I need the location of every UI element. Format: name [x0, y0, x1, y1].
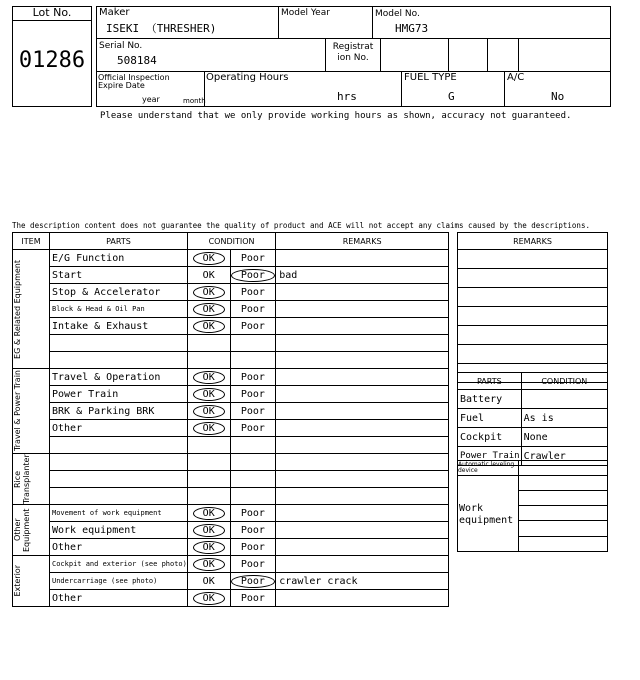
part-name: [50, 352, 188, 369]
table-row: [13, 471, 449, 488]
side-part-name: Battery: [458, 390, 522, 409]
side-part-value: As is: [521, 409, 607, 428]
condition-ok: [187, 267, 230, 284]
condition-poor-option: Poor: [240, 558, 265, 570]
condition-ok-selected: OK: [193, 252, 225, 265]
condition-poor-option: Poor: [240, 592, 265, 604]
condition-poor: [230, 267, 276, 284]
hours-unit: hrs: [337, 90, 357, 103]
condition-poor-selected: Poor: [231, 575, 275, 588]
table-row: [13, 437, 449, 454]
side-part-value: None: [521, 428, 607, 447]
remark-cell: [276, 454, 449, 471]
table-row: [13, 488, 449, 505]
part-name: Undercarriage (see photo): [50, 573, 188, 590]
lot-number: 01286: [18, 48, 86, 73]
col-item: ITEM: [13, 233, 50, 250]
condition-poor: [230, 556, 276, 573]
table-row: [13, 284, 449, 301]
side-part-value: Crawler: [521, 447, 607, 466]
remark-cell: [276, 590, 449, 607]
condition-ok: [187, 352, 230, 369]
condition-ok-selected: OK: [193, 405, 225, 418]
maker-label: Maker: [99, 7, 130, 18]
condition-ok: [187, 420, 230, 437]
inspection-label-1: Official Inspection: [98, 73, 170, 82]
section-label: [13, 250, 50, 369]
table-row: [13, 522, 449, 539]
side-remarks-header: REMARKS: [458, 233, 608, 250]
ac-label: A/C: [507, 72, 525, 83]
table-row: [13, 335, 449, 352]
condition-ok: [187, 522, 230, 539]
col-remarks: REMARKS: [276, 233, 449, 250]
part-name: [50, 471, 188, 488]
remark-cell: [276, 556, 449, 573]
table-row: [13, 369, 449, 386]
side-remarks-table: [457, 232, 608, 383]
remark-cell: [276, 403, 449, 420]
condition-ok-selected: OK: [193, 507, 225, 520]
table-row: [13, 454, 449, 471]
col-condition: CONDITION: [187, 233, 275, 250]
condition-poor-option: Poor: [240, 422, 265, 434]
condition-poor: [230, 284, 276, 301]
condition-ok: [187, 556, 230, 573]
section-name: Travel & Power Train: [13, 370, 22, 452]
lot-label: Lot No.: [12, 6, 92, 21]
remark-cell: [276, 522, 449, 539]
side-remarks-row: [458, 288, 608, 307]
condition-poor: [230, 386, 276, 403]
serial-value: 508184: [117, 54, 157, 67]
table-row: [13, 573, 449, 590]
condition-ok-selected: OK: [193, 320, 225, 333]
remark-cell: [276, 284, 449, 301]
ac-value: No: [551, 90, 565, 103]
part-name: E/G Function: [50, 250, 188, 267]
table-row: [13, 318, 449, 335]
condition-ok-selected: OK: [193, 541, 225, 554]
condition-poor: [230, 250, 276, 267]
condition-poor: [230, 318, 276, 335]
part-name: Block & Head & Oil Pan: [50, 301, 188, 318]
fuel-label: FUEL TYPE: [404, 72, 457, 83]
table-row: [13, 267, 449, 284]
condition-ok: [187, 284, 230, 301]
leveling-label: Automatic leveling device: [458, 461, 515, 474]
condition-ok: [187, 471, 230, 488]
condition-poor-option: Poor: [240, 524, 265, 536]
side-parts-table: [457, 372, 608, 466]
section-name: Other Equipment: [13, 508, 31, 552]
table-row: [13, 420, 449, 437]
condition-poor: [230, 573, 276, 590]
part-name: Travel & Operation: [50, 369, 188, 386]
table-row: [13, 539, 449, 556]
part-name: [50, 454, 188, 471]
table-row: [13, 250, 449, 267]
condition-ok: [187, 386, 230, 403]
serial-label: Serial No.: [99, 41, 143, 51]
condition-poor: [230, 352, 276, 369]
part-name: Intake & Exhaust: [50, 318, 188, 335]
remark-cell: [276, 420, 449, 437]
condition-poor-option: Poor: [240, 252, 265, 264]
side-remarks-row: [458, 269, 608, 288]
remark-cell: [276, 318, 449, 335]
condition-poor-selected: Poor: [231, 269, 275, 282]
side-remarks-row: [458, 326, 608, 345]
condition-poor-option: Poor: [240, 320, 265, 332]
part-name: Other: [50, 420, 188, 437]
maker-value: ISEKI （THRESHER): [106, 22, 217, 35]
side-part-value: [521, 390, 607, 409]
table-row: [13, 590, 449, 607]
table-row: [13, 403, 449, 420]
condition-ok-option: OK: [202, 575, 215, 587]
condition-ok: [187, 437, 230, 454]
hours-note: Please understand that we only provide working hours as shown, accuracy not guaranteed.: [100, 111, 572, 121]
table-row: [13, 386, 449, 403]
part-name: BRK & Parking BRK: [50, 403, 188, 420]
condition-ok: [187, 318, 230, 335]
part-name: Stop & Accelerator: [50, 284, 188, 301]
table-row: [13, 352, 449, 369]
part-name: Movement of work equipment: [50, 505, 188, 522]
section-label: [13, 556, 50, 607]
condition-poor: [230, 505, 276, 522]
table-row: [13, 556, 449, 573]
condition-ok-selected: OK: [193, 388, 225, 401]
part-name: Other: [50, 590, 188, 607]
condition-poor-option: Poor: [240, 286, 265, 298]
registration-label: Registrat ion No.: [332, 42, 374, 63]
condition-poor-option: Poor: [240, 405, 265, 417]
table-row: [13, 301, 449, 318]
condition-poor-option: Poor: [240, 541, 265, 553]
remark-cell: [276, 369, 449, 386]
condition-ok: [187, 573, 230, 590]
side-condition-header: CONDITION: [521, 373, 607, 390]
condition-ok-selected: OK: [193, 524, 225, 537]
condition-poor: [230, 335, 276, 352]
table-row: [13, 505, 449, 522]
condition-ok-selected: OK: [193, 558, 225, 571]
part-name: [50, 488, 188, 505]
model-no-value: HMG73: [395, 22, 429, 35]
condition-ok-option: OK: [202, 269, 215, 281]
remark-cell: [276, 437, 449, 454]
condition-poor: [230, 539, 276, 556]
part-name: Power Train: [50, 386, 188, 403]
condition-poor: [230, 437, 276, 454]
inspection-label-2: Expire Date: [98, 81, 145, 90]
side-parts-header: PARTS: [458, 373, 522, 390]
year-label: year: [142, 95, 160, 104]
section-label: [13, 505, 50, 556]
condition-ok: [187, 539, 230, 556]
condition-ok: [187, 590, 230, 607]
condition-poor: [230, 590, 276, 607]
section-name: Exterior: [13, 565, 22, 597]
side-remarks-row: [458, 345, 608, 364]
section-label: [13, 369, 50, 454]
condition-poor-option: Poor: [240, 388, 265, 400]
col-parts: PARTS: [50, 233, 188, 250]
part-name: Start: [50, 267, 188, 284]
hours-label: Operating Hours: [206, 72, 289, 83]
model-no-label: Model No.: [375, 9, 420, 19]
remark-cell: [276, 335, 449, 352]
condition-poor: [230, 301, 276, 318]
section-name: Rice Transplanter: [13, 454, 31, 504]
remark-cell: [276, 301, 449, 318]
part-name: [50, 335, 188, 352]
condition-table: [12, 232, 449, 607]
condition-ok: [187, 403, 230, 420]
remark-cell: [276, 250, 449, 267]
side-part-name: Power Train: [458, 447, 522, 466]
model-year-label: Model Year: [281, 8, 330, 18]
condition-ok-selected: OK: [193, 286, 225, 299]
remark-cell: [276, 352, 449, 369]
disclaimer: The description content does not guarantee the quality of product and ACE will not accept any claims caused by the descriptions.: [12, 221, 590, 230]
side-remarks-row: [458, 307, 608, 326]
side-part-name: Cockpit: [458, 428, 522, 447]
remark-cell: [276, 539, 449, 556]
remark-cell: crawler crack: [276, 573, 449, 590]
condition-poor-option: Poor: [240, 371, 265, 383]
condition-poor: [230, 369, 276, 386]
side-remarks-row: [458, 250, 608, 269]
condition-ok: [187, 505, 230, 522]
condition-poor: [230, 420, 276, 437]
remark-cell: [276, 386, 449, 403]
condition-ok: [187, 369, 230, 386]
condition-poor: [230, 471, 276, 488]
work-equipment-label: Work equipment: [459, 503, 514, 526]
month-label: month: [183, 97, 206, 105]
condition-ok: [187, 488, 230, 505]
condition-ok: [187, 250, 230, 267]
condition-poor: [230, 454, 276, 471]
remark-cell: [276, 471, 449, 488]
condition-poor-option: Poor: [240, 507, 265, 519]
condition-ok-selected: OK: [193, 422, 225, 435]
fuel-value: G: [448, 90, 455, 103]
condition-poor: [230, 522, 276, 539]
section-name: EG & Related Equipment: [13, 259, 22, 359]
remark-cell: [276, 505, 449, 522]
part-name: Cockpit and exterior (see photo): [50, 556, 188, 573]
condition-ok-selected: OK: [193, 592, 225, 605]
condition-ok: [187, 335, 230, 352]
part-name: Work equipment: [50, 522, 188, 539]
condition-ok-selected: OK: [193, 303, 225, 316]
section-label: [13, 454, 50, 505]
condition-poor-option: Poor: [240, 303, 265, 315]
condition-poor: [230, 403, 276, 420]
remark-cell: [276, 488, 449, 505]
condition-ok: [187, 454, 230, 471]
remark-cell: bad: [276, 267, 449, 284]
side-part-name: Fuel: [458, 409, 522, 428]
part-name: Other: [50, 539, 188, 556]
part-name: [50, 437, 188, 454]
condition-poor: [230, 488, 276, 505]
condition-ok: [187, 301, 230, 318]
condition-ok-selected: OK: [193, 371, 225, 384]
